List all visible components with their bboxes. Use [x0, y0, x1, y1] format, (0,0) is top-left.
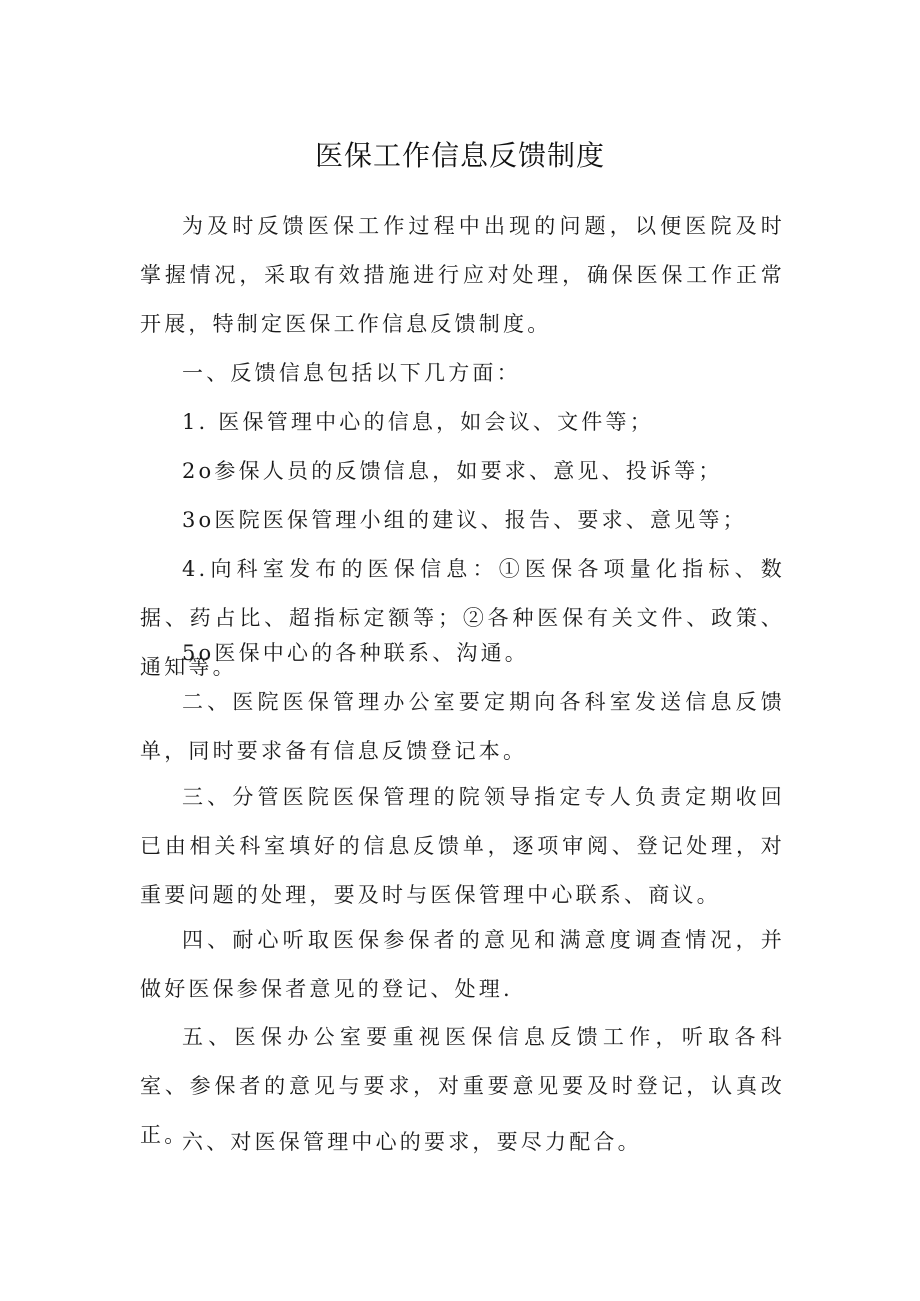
- document-body: [140, 773, 785, 920]
- document-body: [140, 678, 785, 776]
- list-item-1: 1. 医保管理中心的信息，如会议、文件等；: [182, 410, 654, 434]
- paragraph-intro: 为及时反馈医保工作过程中出现的问题，以便医院及时掌握情况，采取有效措施进行应对处理，确保医保工作正常开展，特制定医保工作信息反馈制度。: [140, 214, 785, 336]
- document-body: [140, 1118, 785, 1167]
- list-item-3: 3o医院医保管理小组的建议、报告、要求、意见等；: [182, 508, 747, 532]
- section-6: 六、对医保管理中心的要求，要尽力配合。: [182, 1130, 642, 1154]
- section-2: 二、医院医保管理办公室要定期向各科室发送信息反馈单，同时要求备有信息反馈登记本。: [140, 690, 785, 763]
- document-body: [140, 916, 785, 1014]
- list-item-2: 2o参保人员的反馈信息，如要求、意见、投诉等；: [182, 459, 723, 483]
- list-item-5: 5o医保中心的各种联系、沟通。: [182, 641, 530, 665]
- section-3: 三、分管医院医保管理的院领导指定专人负责定期收回已由相关科室填好的信息反馈单，逐项审阅、登记处理，对重要问题的处理，要及时与医保管理中心联系、商议。: [140, 785, 785, 907]
- section-heading-1: 一、反馈信息包括以下几方面：: [182, 361, 521, 385]
- document-body: [140, 629, 785, 678]
- document-body: [140, 496, 785, 545]
- list-item-4: 4.向科室发布的医保信息：①医保各项量化指标、数据、药占比、超指标定额等；②各种医保有关文件、政策、通知等。: [140, 557, 785, 679]
- document-body: [140, 349, 785, 398]
- section-5: 五、医保办公室要重视医保信息反馈工作，听取各科室、参保者的意见与要求，对重要意见要及时登记，认真改正。: [140, 1025, 785, 1147]
- section-4: 四、耐心听取医保参保者的意见和满意度调查情况，并做好医保参保者意见的登记、处理.: [140, 928, 785, 1001]
- document-body: [140, 447, 785, 496]
- document-body: [140, 202, 785, 349]
- document-title: 医保工作信息反馈制度: [314, 139, 605, 172]
- document-body: [140, 398, 785, 447]
